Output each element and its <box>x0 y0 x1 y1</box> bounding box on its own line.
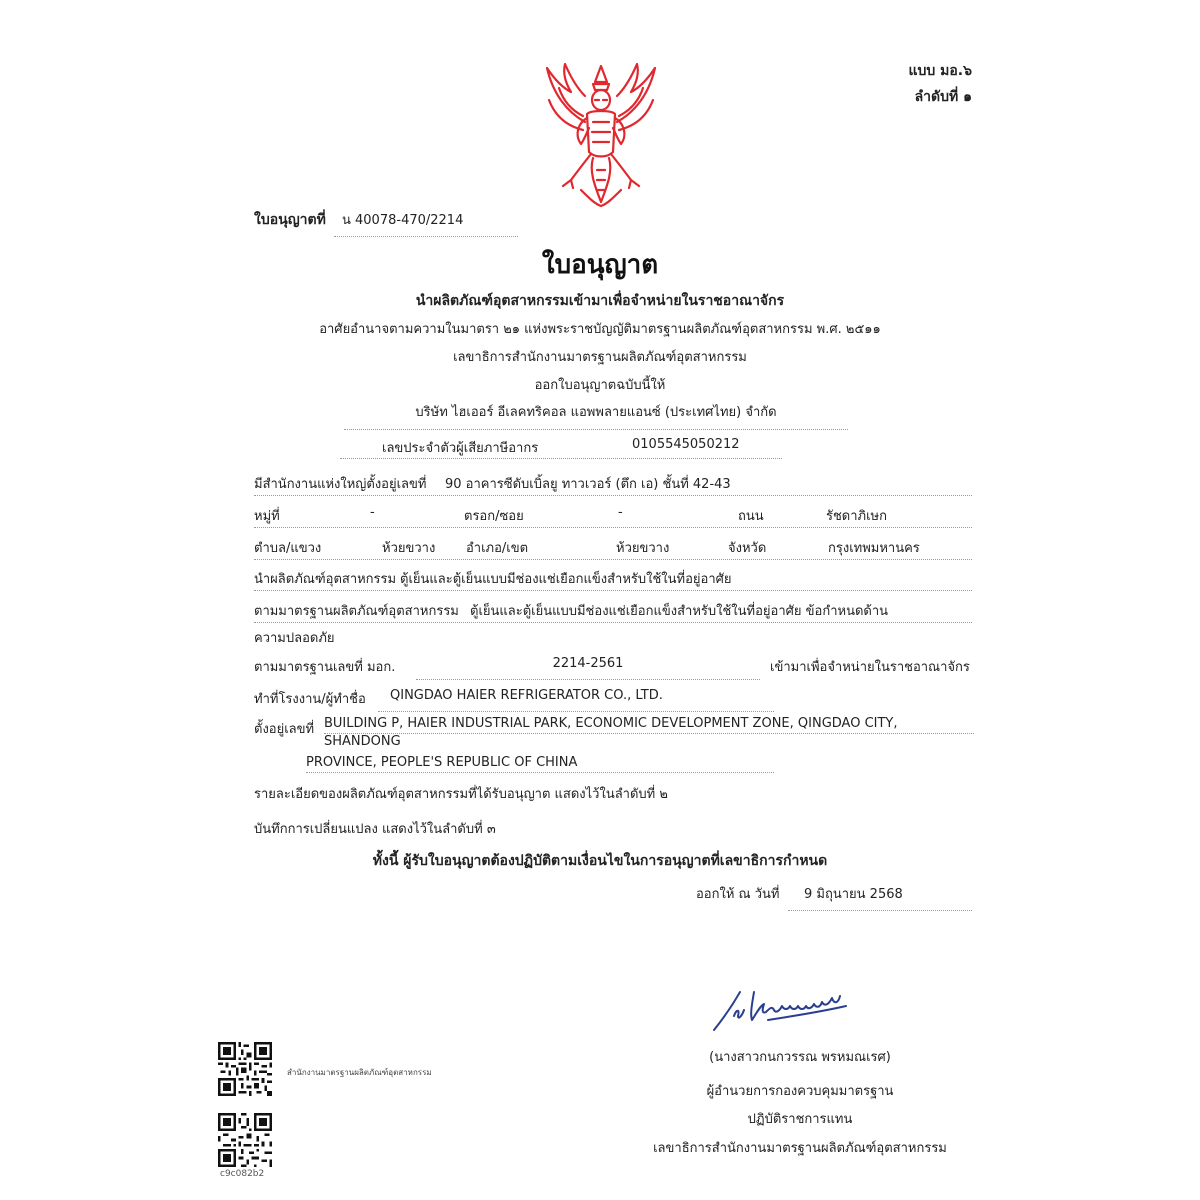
changes-note: บันทึกการเปลี่ยนแปลง แสดงไว้ในลำดับที่ ๓ <box>254 822 496 837</box>
road-value: รัชดาภิเษก <box>826 509 888 524</box>
amphoe-value: ห้วยขวาง <box>616 541 670 556</box>
moo-label: หมู่ที่ <box>254 509 280 524</box>
qr-caption: สำนักงานมาตรฐานผลิตภัณฑ์อุตสาหกรรม <box>287 1068 432 1077</box>
province-value: กรุงเทพมหานคร <box>828 541 920 556</box>
product-label: นำผลิตภัณฑ์อุตสาหกรรม <box>254 572 397 587</box>
address-row-2 <box>254 535 972 560</box>
document-title: ใบอนุญาต <box>541 250 659 280</box>
factory-row <box>254 686 972 710</box>
form-code-order: ลำดับที่ ๑ <box>914 89 972 105</box>
form-code-type: แบบ มอ.๖ <box>908 63 972 79</box>
authority-line-1: อาศัยอำนาจตามความในมาตรา ๒๑ แห่งพระราชบัญญัติมาตรฐานผลิตภัณฑ์อุตสาหกรรม พ.ศ. ๒๕๑๑ <box>319 322 881 337</box>
soi-value: - <box>618 505 623 520</box>
road-label: ถนน <box>738 509 764 524</box>
conditions-statement: ทั้งนี้ ผู้รับใบอนุญาตต้องปฏิบัติตามเงื่อนไขในการอนุญาตที่เลขาธิการกำหนด <box>372 853 828 869</box>
office-row <box>254 471 972 496</box>
details-note: รายละเอียดของผลิตภัณฑ์อุตสาหกรรมที่ได้รับอนุญาต แสดงไว้ในลำดับที่ ๒ <box>254 787 668 802</box>
standard-number-suffix: เข้ามาเพื่อจำหน่ายในราชอาณาจักร <box>770 660 970 675</box>
factory-address-line-2: SHANDONG <box>324 734 401 749</box>
authority-line-2: เลขาธิการสำนักงานมาตรฐานผลิตภัณฑ์อุตสาหกรรม <box>453 350 747 365</box>
amphoe-label: อำเภอ/เขต <box>466 541 529 556</box>
factory-label: ทำที่โรงงาน/ผู้ทำชื่อ <box>254 692 366 707</box>
standard-value: ตู้เย็นและตู้เย็นแบบมีช่องแช่เยือกแข็งสำหรับใช้ในที่อยู่อาศัย ข้อกำหนดด้าน <box>470 604 889 619</box>
factory-address-line-3: PROVINCE, PEOPLE'S REPUBLIC OF CHINA <box>306 755 774 773</box>
standard-label: ตามมาตรฐานผลิตภัณฑ์อุตสาหกรรม <box>254 604 459 619</box>
document-subtitle: นำผลิตภัณฑ์อุตสาหกรรมเข้ามาเพื่อจำหน่ายในราชอาณาจักร <box>415 293 785 309</box>
office-value: 90 อาคารซีดับเบิ้ลยู ทาวเวอร์ (ตึก เอ) ชั้นที่ 42-43 <box>445 477 731 492</box>
soi-label: ตรอก/ซอย <box>464 509 524 524</box>
garuda-emblem-icon <box>537 60 665 210</box>
tax-id-row <box>340 437 782 459</box>
product-row <box>254 566 972 591</box>
factory-value: QINGDAO HAIER REFRIGERATOR CO., LTD. <box>378 688 774 712</box>
authority-line-3: ออกใบอนุญาตฉบับนี้ให้ <box>534 378 666 393</box>
signature <box>708 980 868 1036</box>
standard-value-continued: ความปลอดภัย <box>254 631 335 646</box>
address-row-1 <box>254 503 972 528</box>
signer-position: ผู้อำนวยการกองควบคุมมาตรฐาน <box>706 1084 894 1099</box>
signer-office: เลขาธิการสำนักงานมาตรฐานผลิตภัณฑ์อุตสาหกรรม <box>653 1141 947 1156</box>
qr-code-verify-icon <box>218 1113 272 1167</box>
office-label: มีสำนักงานแห่งใหญ่ตั้งอยู่เลขที่ <box>254 477 427 492</box>
issue-date-value: 9 มิถุนายน 2568 <box>788 880 972 911</box>
tax-id-value: 0105545050212 <box>632 437 740 452</box>
license-number-value: น 40078-470/2214 <box>334 205 518 237</box>
license-number-label: ใบอนุญาตที่ <box>254 212 326 228</box>
qr-code-icon <box>218 1042 272 1096</box>
factory-address-line-1: BUILDING P, HAIER INDUSTRIAL PARK, ECONOMIC DEVELOPMENT ZONE, QINGDAO CITY, <box>324 716 974 734</box>
product-value: ตู้เย็นและตู้เย็นแบบมีช่องแช่เยือกแข็งสำหรับใช้ในที่อยู่อาศัย <box>400 572 732 587</box>
province-label: จังหวัด <box>728 541 767 556</box>
issue-date-label: ออกให้ ณ วันที่ <box>696 887 780 902</box>
standard-number-row <box>254 654 972 678</box>
signer-name: (นางสาวกนกวรรณ พรหมณเรศ) <box>709 1050 891 1065</box>
moo-value: - <box>370 505 375 520</box>
standard-row <box>254 598 972 623</box>
tambon-label: ตำบล/แขวง <box>254 541 322 556</box>
tambon-value: ห้วยขวาง <box>382 541 436 556</box>
company-name: บริษัท ไฮเออร์ อีเลคทริคอล แอพพลายแอนซ์ (ประเทศไทย) จำกัด <box>344 401 848 430</box>
form-code <box>908 58 972 110</box>
signer-acting: ปฏิบัติราชการแทน <box>747 1112 853 1127</box>
factory-address-label: ตั้งอยู่เลขที่ <box>254 722 315 737</box>
tax-id-label: เลขประจำตัวผู้เสียภาษีอากร <box>382 441 539 456</box>
standard-number-value: 2214-2561 <box>416 656 760 680</box>
standard-number-label: ตามมาตรฐานเลขที่ มอก. <box>254 660 396 675</box>
verification-code: c9c082b2 <box>220 1169 265 1179</box>
